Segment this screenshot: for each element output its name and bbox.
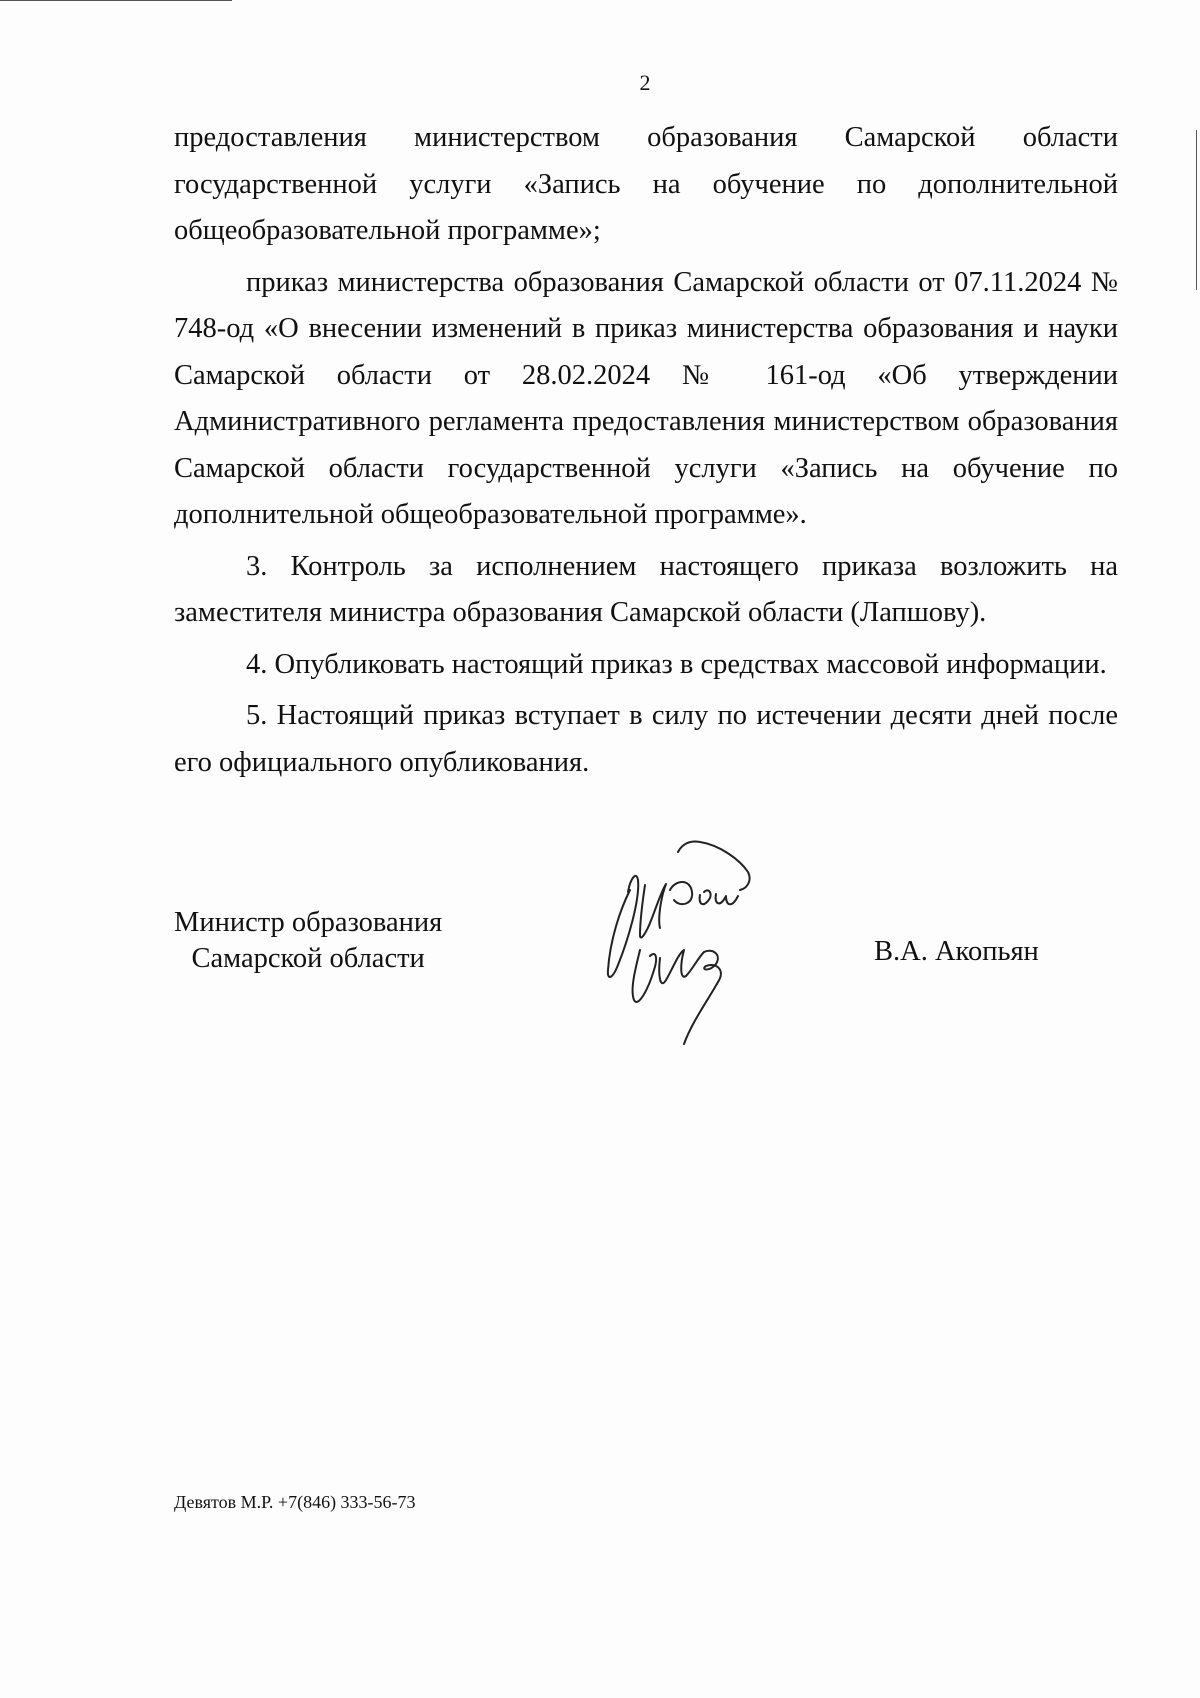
paragraph-effective: 5. Настоящий приказ вступает в силу по истечении десяти дней после его официального опубликования. <box>174 700 1118 778</box>
signatory-name: В.А. Акопьян <box>874 936 1039 967</box>
scan-edge-line-right <box>1196 130 1197 290</box>
executor-footer: Девятов М.Р. +7(846) 333-56-73 <box>174 1492 416 1512</box>
paragraph-continuation: предоставления министерством образования Самарской области государственной услуги «Запись на обучение по дополнительной общеобразовательной программе»; <box>174 122 1118 246</box>
signatory-title-line1: Министр образования <box>174 907 443 938</box>
document-body <box>174 115 1118 786</box>
page-number: 2 <box>639 70 651 95</box>
paragraph-publish: 4. Опубликовать настоящий приказ в средствах массовой информации. <box>246 648 1107 680</box>
paragraph-order-reference: приказ министерства образования Самарской области от 07.11.2024 № 748-од «О внесении изменений в приказ министерства образования и науки Самарской области от 28.02.2024 № 161-од «Об утверждении Административного регламента предоставления министерством образования Самарской области государственной услуги «Запись на обучение по дополнительной общеобразовательной программе». <box>174 266 1118 530</box>
scan-edge-line <box>0 0 232 1</box>
signatory-title <box>174 905 442 977</box>
handwritten-signature <box>600 830 800 1050</box>
signatory-title-line2: Самарской области <box>191 943 425 974</box>
paragraph-control: 3. Контроль за исполнением настоящего приказа возложить на заместителя министра образования Самарской области (Лапшову). <box>174 550 1118 628</box>
